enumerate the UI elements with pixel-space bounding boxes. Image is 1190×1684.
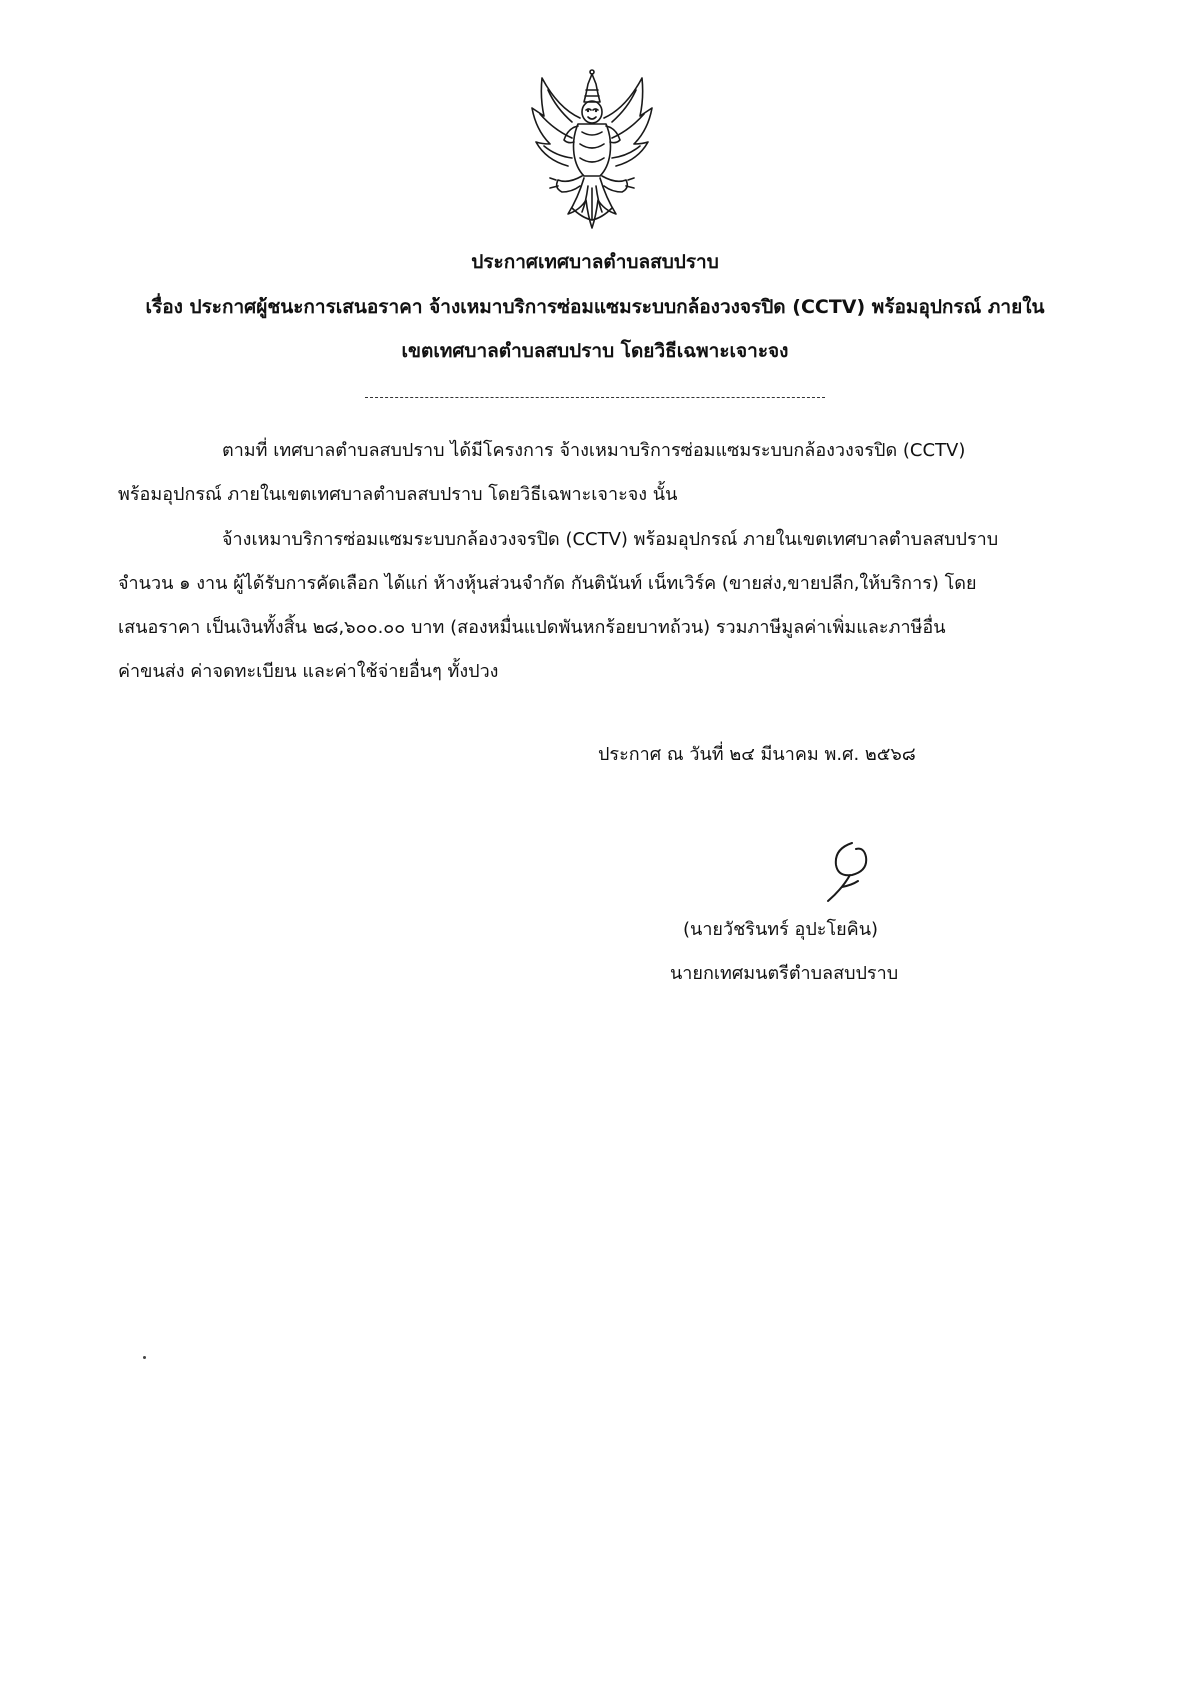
body-line: เสนอราคา เป็นเงินทั้งสิ้น ๒๘,๖๐๐.๐๐ บาท (สองหมื่นแปดพันหกร้อยบาทถ้วน) รวมภาษีมูลค่าเพิ่มและภาษีอื่น bbox=[118, 617, 946, 638]
scan-speck bbox=[143, 1356, 146, 1359]
body-line: จำนวน ๑ งาน ผู้ได้รับการคัดเลือก ได้แก่ ห้างหุ้นส่วนจำกัด กันตินันท์ เน็ทเวิร์ค (ขายส่ง,ขายปลีก,ให้บริการ) โดย bbox=[118, 573, 977, 594]
body-line: ตามที่ เทศบาลตำบลสบปราบ ได้มีโครงการ จ้างเหมาบริการซ่อมแซมระบบกล้องวงจรปิด (CCTV) bbox=[222, 440, 966, 461]
body-line: พร้อมอุปกรณ์ ภายในเขตเทศบาลตำบลสบปราบ โดยวิธีเฉพาะเจาะจง นั้น bbox=[118, 484, 678, 505]
body-line: จ้างเหมาบริการซ่อมแซมระบบกล้องวงจรปิด (CCTV) พร้อมอุปกรณ์ ภายในเขตเทศบาลตำบลสบปราบ bbox=[222, 529, 999, 550]
body-line: ค่าขนส่ง ค่าจดทะเบียน และค่าใช้จ่ายอื่นๆ ทั้งปวง bbox=[118, 661, 499, 682]
signatory-position: นายกเทศมนตรีตำบลสบปราบ bbox=[670, 963, 899, 984]
handwritten-signature-icon bbox=[812, 835, 882, 905]
separator-line bbox=[365, 397, 825, 398]
garuda-emblem-icon bbox=[528, 68, 656, 238]
subject-line-2: เขตเทศบาลตำบลสบปราบ โดยวิธีเฉพาะเจาะจง bbox=[401, 340, 789, 362]
announcement-date: ประกาศ ณ วันที่ ๒๔ มีนาคม พ.ศ. ๒๕๖๘ bbox=[598, 744, 916, 765]
signatory-name: (นายวัชรินทร์ อุปะโยคิน) bbox=[683, 919, 879, 940]
announcement-title: ประกาศเทศบาลตำบลสบปราบ bbox=[471, 251, 719, 273]
subject-line-1: เรื่อง ประกาศผู้ชนะการเสนอราคา จ้างเหมาบริการซ่อมแซมระบบกล้องวงจรปิด (CCTV) พร้อมอุปกรณ์ ภายใน bbox=[145, 296, 1045, 318]
